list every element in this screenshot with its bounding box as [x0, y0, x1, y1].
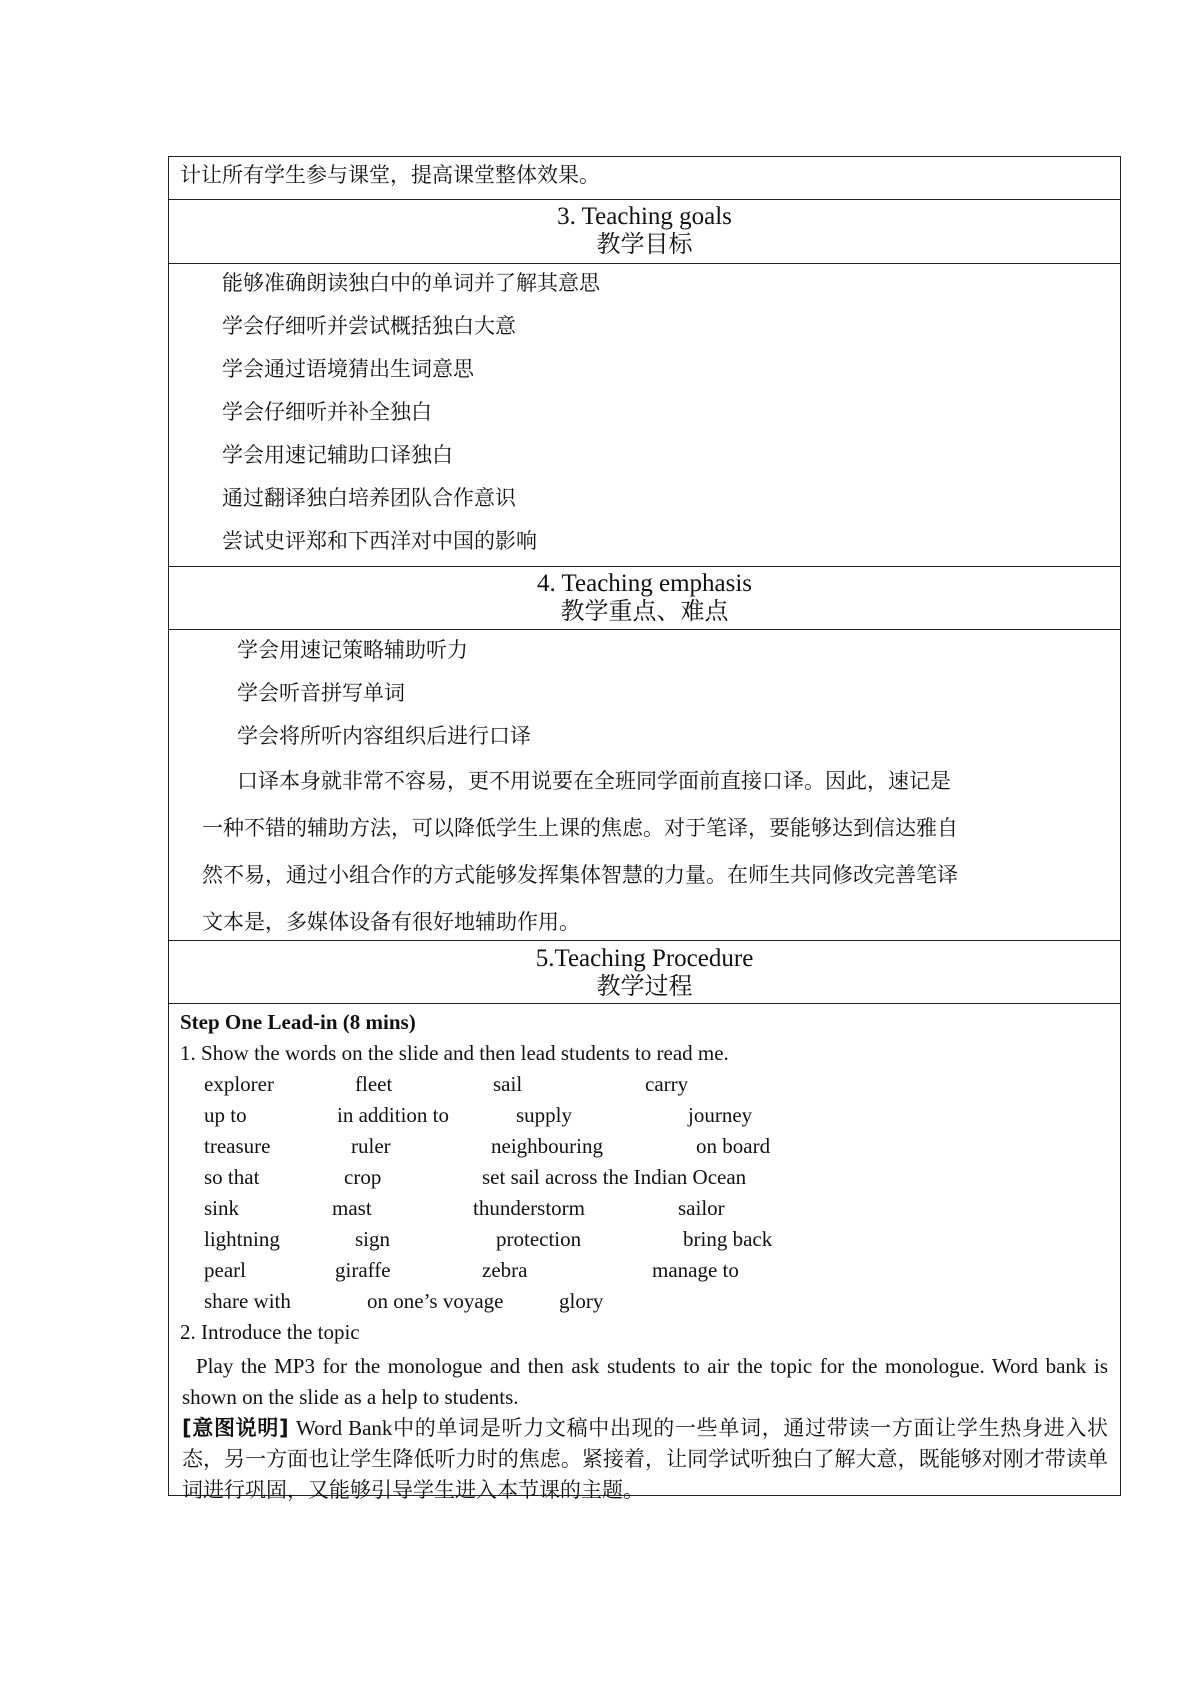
- emphasis-title-en: 4. Teaching emphasis: [536, 570, 753, 597]
- word-bank-item: sink: [204, 1196, 240, 1220]
- row-divider: [168, 263, 1121, 264]
- section-title-procedure: [168, 946, 1121, 998]
- intent-label: [意图说明]: [182, 1416, 289, 1440]
- emphasis-paragraph-line: 然不易，通过小组合作的方式能够发挥集体智慧的力量。在师生共同修改完善笔译: [202, 863, 958, 887]
- procedure-title-en: 5.Teaching Procedure: [535, 945, 754, 972]
- intent-note: [182, 1413, 1108, 1506]
- word-bank-item: carry: [645, 1072, 689, 1096]
- emphasis-item: 学会听音拼写单词: [237, 681, 405, 705]
- intro-continuation: 计让所有学生参与课堂，提高课堂整体效果。: [180, 163, 600, 187]
- word-bank-item: crop: [344, 1165, 382, 1189]
- row-divider: [168, 566, 1121, 567]
- row-divider: [168, 629, 1121, 630]
- section-title-goals: [168, 204, 1121, 256]
- topic-paragraph-text: Play the MP3 for the monologue and then ask students to air the topic for the monologue. Word bank is shown on the slide as a help to students.: [182, 1354, 1108, 1409]
- goal-item: 学会通过语境猜出生词意思: [222, 357, 474, 381]
- section-title-emphasis: [168, 571, 1121, 623]
- intent-text-en: Word Bank: [296, 1416, 393, 1440]
- word-bank-item: on board: [696, 1134, 771, 1158]
- word-bank-item: supply: [516, 1103, 573, 1127]
- goal-item: 能够准确朗读独白中的单词并了解其意思: [222, 271, 600, 295]
- word-bank-item: protection: [496, 1227, 582, 1251]
- instruction-1: 1. Show the words on the slide and then lead students to read me.: [180, 1041, 729, 1065]
- word-bank-item: journey: [688, 1103, 753, 1127]
- word-bank-item: thunderstorm: [473, 1196, 585, 1220]
- row-divider: [168, 1003, 1121, 1004]
- row-divider: [168, 940, 1121, 941]
- word-bank-item: share with: [204, 1289, 291, 1313]
- goal-item: 尝试史评郑和下西洋对中国的影响: [222, 529, 537, 553]
- emphasis-paragraph-line: 文本是，多媒体设备有很好地辅助作用。: [202, 910, 580, 934]
- goal-item: 学会用速记辅助口译独白: [222, 443, 453, 467]
- emphasis-item: 学会用速记策略辅助听力: [237, 638, 468, 662]
- goals-title-en: 3. Teaching goals: [557, 203, 732, 230]
- word-bank-item: fleet: [355, 1072, 393, 1096]
- topic-paragraph: [182, 1351, 1108, 1413]
- row-divider: [168, 199, 1121, 200]
- word-bank-item: neighbouring: [491, 1134, 603, 1158]
- word-bank-item: sail: [493, 1072, 523, 1096]
- word-bank-item: giraffe: [335, 1258, 391, 1282]
- word-bank-item: on one’s voyage: [367, 1289, 504, 1313]
- word-bank-item: lightning: [204, 1227, 280, 1251]
- word-bank-item: ruler: [351, 1134, 391, 1158]
- goal-item: 通过翻译独白培养团队合作意识: [222, 486, 516, 510]
- instruction-2: 2. Introduce the topic: [180, 1320, 360, 1344]
- word-bank-item: sailor: [678, 1196, 725, 1220]
- goal-item: 学会仔细听并尝试概括独白大意: [222, 314, 516, 338]
- emphasis-item: 学会将所听内容组织后进行口译: [237, 724, 531, 748]
- word-bank-item: treasure: [204, 1134, 271, 1158]
- word-bank-item: manage to: [652, 1258, 739, 1282]
- word-bank-item: glory: [559, 1289, 604, 1313]
- word-bank-item: pearl: [204, 1258, 246, 1282]
- word-bank-item: mast: [332, 1196, 372, 1220]
- word-bank-item: explorer: [204, 1072, 274, 1096]
- goal-item: 学会仔细听并补全独白: [222, 400, 432, 424]
- word-bank-item: up to: [204, 1103, 247, 1127]
- intent-text: 中的单词是听力文稿中出现的一些单词，通过带读一方面让学生热身进入状态，另一方面也让学生降低听力时的焦虑。紧接着，让同学试听独白了解大意，既能够对刚才带读单词进行巩固，又能够引导学生进入本节课的主题。: [182, 1416, 1109, 1502]
- word-bank-item: bring back: [683, 1227, 773, 1251]
- word-bank-item: set sail across the Indian Ocean: [482, 1165, 747, 1189]
- emphasis-paragraph-line: 口译本身就非常不容易，更不用说要在全班同学面前直接口译。因此，速记是: [237, 769, 951, 793]
- word-bank-item: so that: [204, 1165, 260, 1189]
- step-heading: Step One Lead-in (8 mins): [180, 1010, 416, 1034]
- emphasis-title-zh: 教学重点、难点: [560, 597, 729, 625]
- goals-title-zh: 教学目标: [596, 230, 693, 258]
- word-bank-item: in addition to: [337, 1103, 449, 1127]
- emphasis-paragraph-line: 一种不错的辅助方法，可以降低学生上课的焦虑。对于笔译，要能够达到信达雅自: [202, 816, 958, 840]
- word-bank-item: sign: [355, 1227, 391, 1251]
- procedure-title-zh: 教学过程: [596, 972, 693, 1000]
- word-bank-item: zebra: [482, 1258, 528, 1282]
